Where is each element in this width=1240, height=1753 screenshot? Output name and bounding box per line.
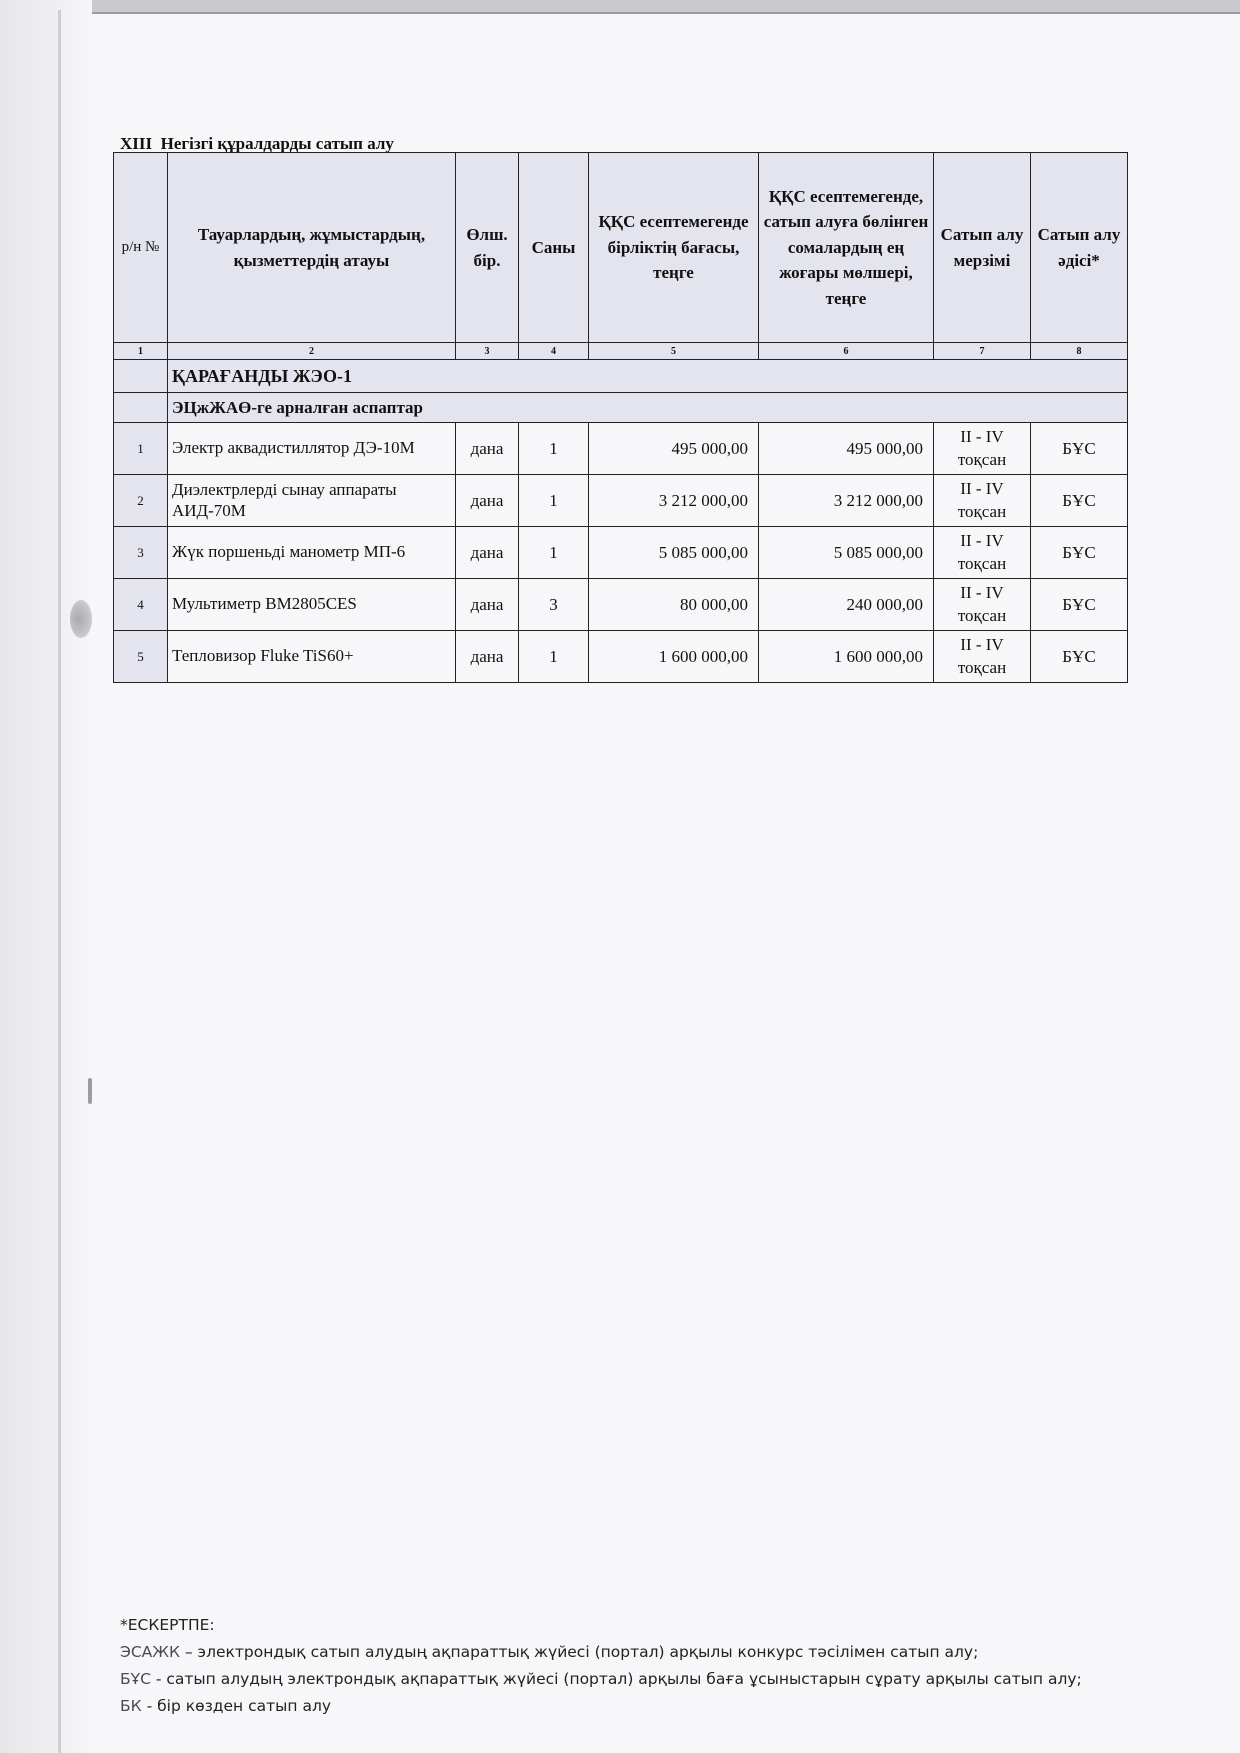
item-max-amount: 5 085 000,00	[759, 527, 934, 579]
footnote-item	[120, 1666, 1082, 1693]
item-name: Мультиметр ВМ2805CES	[168, 579, 456, 631]
item-period	[934, 423, 1031, 475]
item-max-amount: 3 212 000,00	[759, 475, 934, 527]
item-max-amount: 495 000,00	[759, 423, 934, 475]
header-no: р/н №	[114, 153, 168, 343]
group-row	[114, 360, 1128, 393]
item-period	[934, 631, 1031, 683]
period-unit: тоқсан	[957, 605, 1007, 625]
subgroup-title: ЭЦжЖАӨ-ге арналған аспаптар	[168, 393, 1128, 423]
header-unit-price: ҚҚС есептемегенде бірліктің бағасы, теңге	[589, 153, 759, 343]
item-unit-price: 80 000,00	[589, 579, 759, 631]
header-qty: Саны	[519, 153, 589, 343]
row-number: 2	[114, 475, 168, 527]
period-unit: тоқсан	[957, 449, 1007, 469]
column-number-row	[114, 343, 1128, 360]
item-method: БҰС	[1031, 631, 1128, 683]
period-unit: тоқсан	[957, 553, 1007, 573]
footnote-abbr: БҰС	[120, 1670, 151, 1688]
section-title-text: Негізгі құралдарды сатып алу	[160, 134, 394, 153]
item-unit: дана	[456, 579, 519, 631]
item-period	[934, 475, 1031, 527]
column-number: 3	[456, 343, 519, 360]
group-blank-cell	[114, 360, 168, 393]
column-number: 4	[519, 343, 589, 360]
item-qty: 1	[519, 475, 589, 527]
item-method: БҰС	[1031, 579, 1128, 631]
period-unit: тоқсан	[957, 657, 1007, 677]
scan-fold-line	[58, 10, 61, 1753]
period-range: II - IV	[960, 531, 1004, 551]
item-name: Диэлектрлерді сынау аппараты АИД-70М	[168, 475, 456, 527]
scan-top-edge	[0, 0, 1240, 14]
footnote-heading: *ЕСКЕРТПЕ:	[120, 1616, 215, 1634]
table-row	[114, 579, 1128, 631]
column-number: 7	[934, 343, 1031, 360]
item-name: Тепловизор Fluke TiS60+	[168, 631, 456, 683]
item-unit: дана	[456, 631, 519, 683]
column-number: 1	[114, 343, 168, 360]
item-method: БҰС	[1031, 527, 1128, 579]
subgroup-blank-cell	[114, 393, 168, 423]
footnote-text: - бір көзден сатып алу	[141, 1697, 332, 1715]
column-number: 2	[168, 343, 456, 360]
item-qty: 3	[519, 579, 589, 631]
item-max-amount: 1 600 000,00	[759, 631, 934, 683]
table-row	[114, 423, 1128, 475]
footnote-item	[120, 1639, 1082, 1666]
item-method: БҰС	[1031, 475, 1128, 527]
item-name: Жүк поршеньді манометр МП-6	[168, 527, 456, 579]
column-number: 6	[759, 343, 934, 360]
item-max-amount: 240 000,00	[759, 579, 934, 631]
period-range: II - IV	[960, 583, 1004, 603]
footnote-text: - сатып алудың электрондық ақпараттық жүйесі (портал) арқылы баға ұсыныстарын сұрату арқылы сатып алу;	[150, 1670, 1082, 1688]
table-row	[114, 527, 1128, 579]
table-row	[114, 631, 1128, 683]
item-unit-price: 495 000,00	[589, 423, 759, 475]
item-unit-price: 1 600 000,00	[589, 631, 759, 683]
row-number: 5	[114, 631, 168, 683]
row-number: 1	[114, 423, 168, 475]
section-title	[120, 134, 394, 154]
item-qty: 1	[519, 527, 589, 579]
procurement-table	[113, 152, 1128, 683]
item-unit: дана	[456, 423, 519, 475]
period-unit: тоқсан	[957, 501, 1007, 521]
item-unit: дана	[456, 475, 519, 527]
row-number: 4	[114, 579, 168, 631]
footnote-abbr: ЭСАЖК	[120, 1643, 180, 1661]
period-range: II - IV	[960, 635, 1004, 655]
table-row	[114, 475, 1128, 527]
row-number: 3	[114, 527, 168, 579]
punch-hole	[70, 600, 92, 638]
item-period	[934, 579, 1031, 631]
header-unit: Өлш. бір.	[456, 153, 519, 343]
footnote-text: – электрондық сатып алудың ақпараттық жүйесі (портал) арқылы конкурс тәсілімен сатып алу;	[179, 1643, 979, 1661]
table-header-row	[114, 153, 1128, 343]
header-method: Сатып алу әдісі*	[1031, 153, 1128, 343]
footnote-item	[120, 1693, 1082, 1720]
column-number: 5	[589, 343, 759, 360]
scan-left-shadow	[0, 0, 92, 1753]
column-number: 8	[1031, 343, 1128, 360]
item-qty: 1	[519, 631, 589, 683]
item-unit: дана	[456, 527, 519, 579]
header-period: Сатып алу мерзімі	[934, 153, 1031, 343]
footnote	[120, 1612, 1082, 1720]
header-name: Тауарлардың, жұмыстардың, қызметтердің атауы	[168, 153, 456, 343]
scan-edge-mark	[88, 1078, 92, 1104]
header-max-amount: ҚҚС есептемегенде, сатып алуға бөлінген сомалардың ең жоғары мөлшері, теңге	[759, 153, 934, 343]
footnote-abbr: БК	[120, 1697, 142, 1715]
subgroup-row	[114, 393, 1128, 423]
item-unit-price: 5 085 000,00	[589, 527, 759, 579]
section-number: XIII	[120, 134, 153, 153]
item-method: БҰС	[1031, 423, 1128, 475]
group-title: ҚАРАҒАНДЫ ЖЭО-1	[168, 360, 1128, 393]
item-period	[934, 527, 1031, 579]
item-name: Электр аквадистиллятор ДЭ-10М	[168, 423, 456, 475]
item-unit-price: 3 212 000,00	[589, 475, 759, 527]
period-range: II - IV	[960, 427, 1004, 447]
period-range: II - IV	[960, 479, 1004, 499]
item-qty: 1	[519, 423, 589, 475]
